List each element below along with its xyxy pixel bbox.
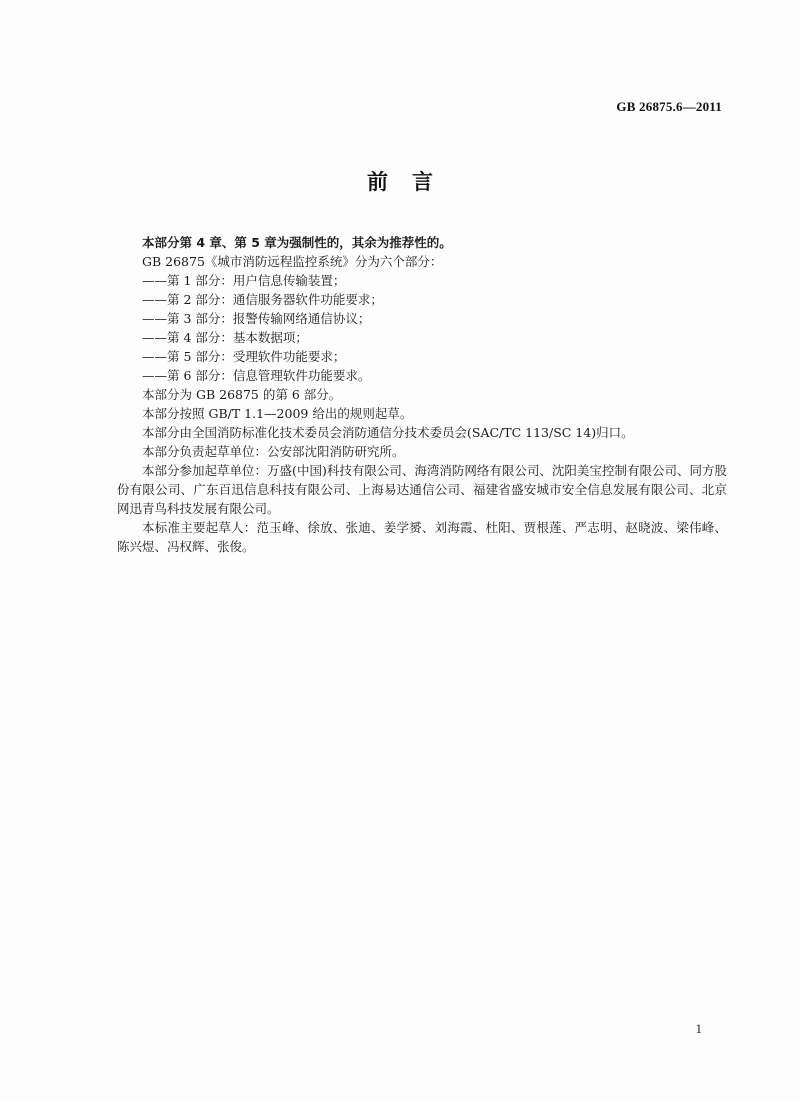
standard-code: GB 26875.6—2011 [616, 99, 722, 114]
list-item-part-1: ——第 1 部分：用户信息传输装置； [142, 273, 346, 288]
list-item-part-3: ——第 3 部分：报警传输网络通信协议； [142, 311, 371, 326]
paragraph-responsible-committee: 本部分由全国消防标准化技术委员会消防通信分技术委员会(SAC/TC 113/SC 14)归口。 [142, 425, 634, 440]
title-char-1: 前 [367, 170, 388, 194]
page-number: 1 [695, 1021, 702, 1036]
paragraph-lead-drafter: 本部分负责起草单位：公安部沈阳消防研究所。 [142, 444, 405, 459]
paragraph-participating-units: 本部分参加起草单位：万盛(中国)科技有限公司、海湾消防网络有限公司、沈阳美宝控制有限公司、同方股份有限公司、广东百迅信息科技有限公司、上海易达通信公司、福建省盛安城市安全信息发展有限公司、北京网迅青鸟科技发展有限公司。 [117, 463, 727, 516]
title-char-2: 言 [412, 170, 433, 194]
list-item-part-4: ——第 4 部分：基本数据项； [142, 330, 308, 345]
list-item-part-5: ——第 5 部分：受理软件功能要求； [142, 349, 346, 364]
foreword-body [117, 233, 727, 556]
paragraph-drafting-rules: 本部分按照 GB/T 1.1—2009 给出的规则起草。 [142, 406, 413, 421]
paragraph-main-drafters: 本标准主要起草人：范玉峰、徐放、张迪、姜学赟、刘海霞、杜阳、贾根莲、严志明、赵晓波、梁伟峰、陈兴煜、冯权辉、张俊。 [117, 520, 727, 554]
paragraph-series-intro: GB 26875《城市消防远程监控系统》分为六个部分： [142, 254, 443, 269]
paragraph-mandatory-clauses: 本部分第 4 章、第 5 章为强制性的，其余为推荐性的。 [142, 235, 452, 250]
paragraph-part-number: 本部分为 GB 26875 的第 6 部分。 [142, 387, 342, 402]
page-title [0, 166, 800, 196]
list-item-part-6: ——第 6 部分：信息管理软件功能要求。 [142, 368, 371, 383]
list-item-part-2: ——第 2 部分：通信服务器软件功能要求； [142, 292, 383, 307]
